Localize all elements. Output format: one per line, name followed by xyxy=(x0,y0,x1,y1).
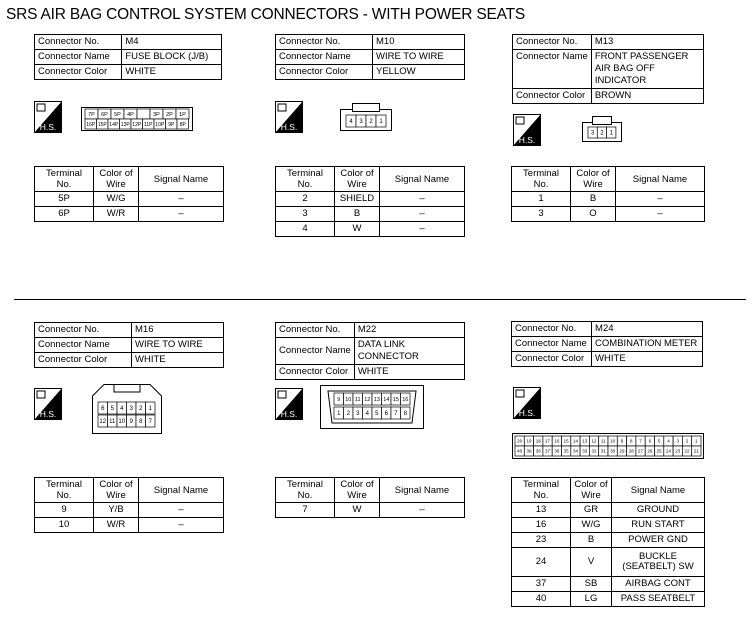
connector-m13-face xyxy=(582,116,622,142)
connector-m10-face xyxy=(340,103,392,131)
pin-label: 29 xyxy=(619,448,625,454)
table-row: 37 SB AIRBAG CONT xyxy=(512,577,705,592)
pin-label: 4P xyxy=(127,111,134,118)
connector-name-label: Connector Name xyxy=(276,338,355,365)
terminal-table-m24 xyxy=(511,477,705,607)
pin-label: 9 xyxy=(129,419,133,426)
pin-label: 35 xyxy=(563,448,569,454)
pin-label: 5 xyxy=(657,438,661,444)
pin-label: 6 xyxy=(384,411,388,418)
section-divider xyxy=(14,299,746,300)
pin-label: 16 xyxy=(402,396,409,403)
harness-side-icon xyxy=(34,388,62,420)
pin-label: 4 xyxy=(349,119,353,126)
connector-name-value: COMBINATION METER xyxy=(592,337,703,352)
harness-side-icon xyxy=(513,114,541,146)
color-of-wire-header: Color of xyxy=(574,479,608,490)
connector-no-label: Connector No. xyxy=(513,35,592,50)
connector-name-label: Connector Name xyxy=(276,50,373,65)
pin-label: 39 xyxy=(526,448,532,454)
hs-label: H.S. xyxy=(280,122,298,132)
connector-info-m4 xyxy=(34,34,222,80)
pin-label: 15P xyxy=(97,121,107,128)
harness-side-icon xyxy=(275,388,303,420)
pin-label: 25 xyxy=(656,448,662,454)
pin-label: 1P xyxy=(179,111,186,118)
pin-label: 9 xyxy=(337,396,341,403)
pin-label: 11 xyxy=(109,419,116,426)
table-row: 4 W – xyxy=(276,222,465,237)
harness-side-icon xyxy=(34,101,62,133)
connector-color-value: WHITE xyxy=(354,365,464,380)
pin-label: 6P xyxy=(101,111,108,118)
pin-label: 5 xyxy=(375,411,379,418)
color-of-wire-header: Color of xyxy=(576,168,610,179)
pin-label: 30 xyxy=(610,448,616,454)
harness-side-icon xyxy=(275,101,303,133)
pin-label: 6 xyxy=(648,438,652,444)
signal-name-header: Signal Name xyxy=(139,167,224,192)
connector-no-value: M22 xyxy=(354,323,464,338)
terminal-table-m4 xyxy=(34,166,224,222)
pin-label: 11 xyxy=(601,438,606,444)
signal-name-header: Signal Name xyxy=(139,478,224,503)
color-of-wire-header: Color of xyxy=(99,479,133,490)
connector-color-label: Connector Color xyxy=(35,353,132,368)
connector-name-value: FRONT PASSENGER AIR BAG OFF INDICATOR xyxy=(591,50,703,89)
connector-m16-face xyxy=(92,384,162,434)
table-row: 23 B POWER GND xyxy=(512,533,705,548)
pin-label: 16 xyxy=(554,438,560,444)
table-row: 5P W/G – xyxy=(35,192,224,207)
pin-label: 13 xyxy=(582,438,588,444)
pin-label: 15 xyxy=(392,396,399,403)
table-row: 24 V BUCKLE (SEATBELT) SW xyxy=(512,548,705,577)
pin-label: 22 xyxy=(684,448,690,454)
pin-label: 13P xyxy=(120,121,130,128)
terminal-table-m22 xyxy=(275,477,465,518)
pin-label: 12 xyxy=(364,396,371,403)
pin-label: 6 xyxy=(101,406,105,413)
connector-color-label: Connector Color xyxy=(35,65,122,80)
connector-info-m13 xyxy=(512,34,704,104)
connector-no-value: M16 xyxy=(132,323,224,338)
table-row: 40 LG PASS SEATBELT xyxy=(512,592,705,607)
pin-label: 7 xyxy=(394,411,398,418)
pin-label: 16P xyxy=(86,121,96,128)
pin-label: 10P xyxy=(155,121,165,128)
connector-color-label: Connector Color xyxy=(276,65,373,80)
color-of-wire-header-2: Wire xyxy=(581,490,601,501)
pin-label: 1 xyxy=(379,119,383,126)
pin-label: 2 xyxy=(685,438,689,444)
connector-color-value: WHITE xyxy=(132,353,224,368)
pin-label: 9P xyxy=(168,121,175,128)
color-of-wire-header: Color of xyxy=(340,479,374,490)
hs-label: H.S. xyxy=(39,409,57,419)
table-row: 7 W – xyxy=(276,503,465,518)
pin-label: 27 xyxy=(638,448,644,454)
terminal-table-m13 xyxy=(511,166,705,222)
pin-label: 12P xyxy=(132,121,142,128)
connector-info-m22 xyxy=(275,322,465,380)
connector-name-label: Connector Name xyxy=(35,50,122,65)
pin-cell xyxy=(137,109,150,119)
color-of-wire-header-2: Wire xyxy=(583,179,603,190)
connector-info-m10 xyxy=(275,34,465,80)
pin-label: 10 xyxy=(118,419,126,426)
pin-label: 18 xyxy=(535,438,541,444)
table-row: 3 O – xyxy=(512,207,705,222)
pin-label: 4 xyxy=(365,411,369,418)
hs-label: H.S. xyxy=(39,122,57,132)
table-row: 2 SHIELD – xyxy=(276,192,465,207)
signal-name-header: Signal Name xyxy=(380,167,465,192)
pin-label: 15 xyxy=(563,438,569,444)
hs-label: H.S. xyxy=(280,409,298,419)
terminal-no-header: Terminal No. xyxy=(512,478,571,503)
connector-color-value: YELLOW xyxy=(373,65,465,80)
pin-label: 2 xyxy=(600,130,604,137)
table-row: 10 W/R – xyxy=(35,518,224,533)
connector-no-value: M4 xyxy=(122,35,222,50)
pin-label: 14 xyxy=(383,396,390,403)
connector-no-label: Connector No. xyxy=(35,35,122,50)
pin-label: 36 xyxy=(554,448,560,454)
table-row: 13 GR GROUND xyxy=(512,503,705,518)
pin-label: 7 xyxy=(148,419,152,426)
table-row: 16 W/G RUN START xyxy=(512,518,705,533)
connector-color-value: BROWN xyxy=(591,89,703,104)
pin-label: 37 xyxy=(545,448,551,454)
pin-label: 2 xyxy=(139,406,143,413)
pin-label: 12 xyxy=(99,419,107,426)
connector-info-m16 xyxy=(34,322,224,368)
pin-label: 19 xyxy=(526,438,532,444)
connector-no-label: Connector No. xyxy=(276,35,373,50)
connector-info-m24 xyxy=(511,321,703,367)
connector-name-value: WIRE TO WIRE xyxy=(132,338,224,353)
pin-label: 2P xyxy=(166,111,173,118)
terminal-table-m10 xyxy=(275,166,465,237)
terminal-no-header: Terminal No. xyxy=(276,167,335,192)
connector-no-value: M10 xyxy=(373,35,465,50)
connector-color-value: WHITE xyxy=(122,65,222,80)
pin-label: 11 xyxy=(354,396,361,403)
terminal-no-header: Terminal No. xyxy=(512,167,571,192)
connector-name-value: FUSE BLOCK (J/B) xyxy=(122,50,222,65)
pin-label: 5 xyxy=(110,406,114,413)
connector-color-label: Connector Color xyxy=(513,89,592,104)
color-of-wire-header: Color of xyxy=(99,168,133,179)
hs-label: H.S. xyxy=(518,135,536,145)
signal-name-header: Signal Name xyxy=(612,478,705,503)
connector-no-value: M13 xyxy=(591,35,703,50)
connector-color-label: Connector Color xyxy=(276,365,355,380)
pin-label: 23 xyxy=(675,448,681,454)
pin-label: 13 xyxy=(373,396,380,403)
table-row: 3 B – xyxy=(276,207,465,222)
pin-label: 28 xyxy=(628,448,634,454)
pin-label: 1 xyxy=(148,406,152,413)
connector-color-value: WHITE xyxy=(592,352,703,367)
table-row: 6P W/R – xyxy=(35,207,224,222)
connector-no-label: Connector No. xyxy=(512,322,592,337)
pin-label: 3 xyxy=(590,130,595,137)
pin-label: 40 xyxy=(517,448,523,454)
pin-label: 7 xyxy=(639,438,642,444)
pin-label: 7P xyxy=(88,111,95,118)
pin-label: 1 xyxy=(695,438,698,444)
table-row: 9 Y/B – xyxy=(35,503,224,518)
connector-no-label: Connector No. xyxy=(35,323,132,338)
pin-label: 14 xyxy=(572,438,578,444)
pin-label: 32 xyxy=(591,448,597,454)
pin-label: 17 xyxy=(545,438,551,444)
pin-label: 38 xyxy=(535,448,541,454)
connector-m22-face xyxy=(320,385,424,429)
connector-name-value: DATA LINK CONNECTOR xyxy=(354,338,464,365)
terminal-table-m16 xyxy=(34,477,224,533)
pin-label: 4 xyxy=(667,438,670,444)
terminal-no-header: Terminal No. xyxy=(35,478,94,503)
pin-label: 3 xyxy=(359,119,363,126)
color-of-wire-header: Color of xyxy=(340,168,374,179)
pin-label: 8 xyxy=(139,419,143,426)
pin-label: 8 xyxy=(629,438,633,444)
pin-label: 33 xyxy=(582,448,588,454)
pin-label: 3 xyxy=(356,411,360,418)
pin-label: 4 xyxy=(120,406,124,413)
connector-name-label: Connector Name xyxy=(512,337,592,352)
pin-label: 3 xyxy=(676,438,680,444)
connector-name-value: WIRE TO WIRE xyxy=(373,50,465,65)
table-row: 1 B – xyxy=(512,192,705,207)
connector-no-label: Connector No. xyxy=(276,323,355,338)
color-of-wire-header-2: Wire xyxy=(347,490,367,501)
harness-side-icon xyxy=(513,387,541,419)
terminal-no-header: Terminal No. xyxy=(35,167,94,192)
pin-label: 21 xyxy=(693,448,699,454)
pin-label: 31 xyxy=(600,448,606,454)
pin-label: 3P xyxy=(153,111,160,118)
pin-label: 5P xyxy=(114,111,121,118)
pin-label: 26 xyxy=(647,448,653,454)
connector-no-value: M24 xyxy=(592,322,703,337)
connector-color-label: Connector Color xyxy=(512,352,592,367)
color-of-wire-header-2: Wire xyxy=(106,179,126,190)
pin-label: 1 xyxy=(609,130,613,137)
pin-label: 10 xyxy=(345,396,352,403)
connector-name-label: Connector Name xyxy=(35,338,132,353)
pin-label: 12 xyxy=(591,438,597,444)
pin-label: 11P xyxy=(143,121,153,128)
pin-label: 8 xyxy=(403,411,407,418)
hs-label: H.S. xyxy=(518,408,536,418)
pin-label: 2 xyxy=(346,411,350,418)
connector-name-label: Connector Name xyxy=(513,50,592,89)
page-title: SRS AIR BAG CONTROL SYSTEM CONNECTORS - WITH POWER SEATS xyxy=(6,6,526,23)
pin-label: 3 xyxy=(129,406,133,413)
pin-label: 10 xyxy=(610,438,616,444)
terminal-no-header: Terminal No. xyxy=(276,478,335,503)
signal-name-header: Signal Name xyxy=(380,478,465,503)
pin-label: 24 xyxy=(665,448,671,454)
pin-label: 20 xyxy=(517,438,523,444)
pin-label: 9 xyxy=(620,438,624,444)
pin-label: 8P xyxy=(179,121,186,128)
pin-label: 14P xyxy=(109,121,119,128)
signal-name-header: Signal Name xyxy=(616,167,705,192)
color-of-wire-header-2: Wire xyxy=(347,179,367,190)
color-of-wire-header-2: Wire xyxy=(106,490,126,501)
connector-m24-face xyxy=(512,433,704,459)
pin-label: 2 xyxy=(369,119,373,126)
pin-label: 1 xyxy=(337,411,341,418)
connector-m4-face xyxy=(81,107,193,131)
pin-label: 34 xyxy=(572,448,578,454)
